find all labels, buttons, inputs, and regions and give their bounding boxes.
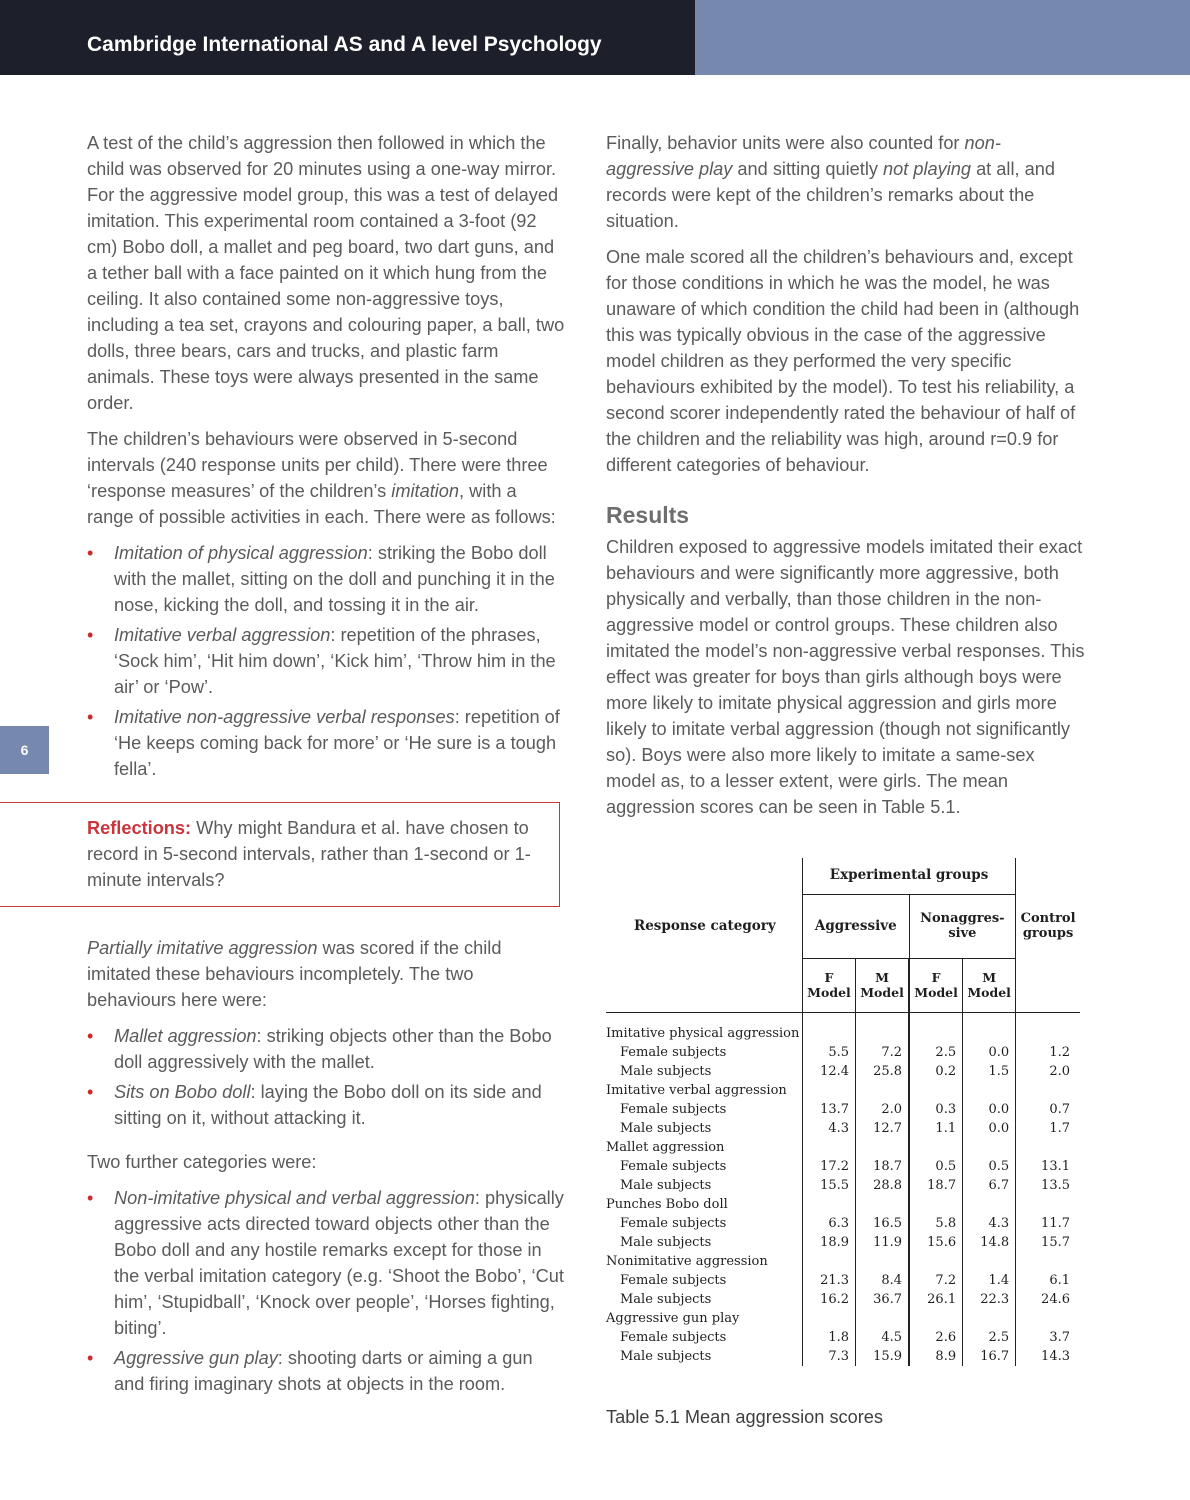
score-cell: 5.8 <box>909 1214 963 1233</box>
term: Sits on Bobo doll <box>114 1082 251 1102</box>
score-cell: 4.5 <box>856 1328 910 1347</box>
table-row <box>606 1214 1080 1233</box>
table-row <box>606 1100 1080 1119</box>
table-row <box>606 1157 1080 1176</box>
table-row <box>606 1119 1080 1138</box>
bullet-icon: • <box>87 625 94 645</box>
score-cell: 18.9 <box>802 1233 855 1252</box>
reflection-text <box>87 815 557 893</box>
category-label: Nonimitative aggression <box>606 1254 768 1269</box>
score-cell: 2.6 <box>909 1328 963 1347</box>
table-row-category <box>606 1138 1080 1157</box>
score-cell: 21.3 <box>802 1271 855 1290</box>
term: Non-imitative physical and verbal aggression <box>114 1188 475 1208</box>
term: Aggressive gun play <box>114 1348 278 1368</box>
category-label: Mallet aggression <box>606 1140 725 1155</box>
text: : shooting darts or aiming a gun and firing imaginary shots at objects in the room. <box>114 1348 533 1394</box>
score-cell: 1.7 <box>1016 1119 1080 1138</box>
text: Why might Bandura et al. have chosen to record in 5-second intervals, rather than 1-second or 1-minute intervals? <box>87 818 531 890</box>
text: at all, and records were kept of the children’s remarks about the situation. <box>606 159 1055 231</box>
score-cell: 3.7 <box>1016 1328 1080 1347</box>
table-spacer <box>606 958 802 1012</box>
results-table <box>606 858 1084 1366</box>
score-cell: 8.4 <box>856 1271 910 1290</box>
score-cell: 7.2 <box>856 1043 910 1062</box>
text: and sitting quietly <box>732 159 884 179</box>
score-cell: 12.7 <box>856 1119 910 1138</box>
score-cell: 16.5 <box>856 1214 910 1233</box>
score-cell: 1.4 <box>963 1271 1016 1290</box>
paragraph: One male scored all the children’s behaviours and, except for those conditions in which he was the model, he was unaware of which condition the child had been in (although this was typically obvious in the case of the aggressive model children as they performed the very specific behaviours exhibited by the model). To test his reliability, a second scorer independently rated the behaviour of half of the children and the reliability was high, around r=0.9 for different categories of behaviour. <box>606 247 1080 475</box>
reflection-label: Reflections: <box>87 818 192 838</box>
category-label: Imitative physical aggression <box>606 1026 800 1041</box>
score-cell: 18.7 <box>856 1157 910 1176</box>
score-cell: 0.7 <box>1016 1100 1080 1119</box>
table-row <box>606 1176 1080 1195</box>
score-cell: 0.2 <box>909 1062 963 1081</box>
left-column <box>87 130 565 794</box>
list-item <box>87 704 565 782</box>
col-nonaggressive-header: Nonaggres-sive <box>909 894 1016 958</box>
score-cell: 22.3 <box>963 1290 1016 1309</box>
score-cell: 14.3 <box>1016 1347 1080 1366</box>
text: was scored if the child imitated these behaviours incompletely. The two behaviours here were: <box>87 938 502 1010</box>
paragraph <box>87 426 565 530</box>
bullet-list <box>87 1023 565 1131</box>
score-cell: 17.2 <box>802 1157 855 1176</box>
col-f-model: F Model <box>909 958 963 1012</box>
col-m-model: M Model <box>963 958 1016 1012</box>
subject-label: Male subjects <box>620 1178 712 1193</box>
emphasis: Partially imitative aggression <box>87 938 318 958</box>
score-cell: 2.0 <box>1016 1062 1080 1081</box>
subject-label: Female subjects <box>620 1273 727 1288</box>
list-item <box>87 1185 565 1341</box>
bullet-list <box>87 540 565 782</box>
score-cell: 28.8 <box>856 1176 910 1195</box>
category-label: Punches Bobo doll <box>606 1197 728 1212</box>
score-cell: 16.7 <box>963 1347 1016 1366</box>
term: Imitation of physical aggression <box>114 543 368 563</box>
table-row-category <box>606 1309 1080 1328</box>
score-cell: 13.7 <box>802 1100 855 1119</box>
score-cell: 11.7 <box>1016 1214 1080 1233</box>
subject-label: Female subjects <box>620 1159 727 1174</box>
table-spacer <box>1016 958 1080 1012</box>
table-spacer <box>1016 858 1080 894</box>
scores-table <box>606 858 1080 1366</box>
subject-label: Female subjects <box>620 1216 727 1231</box>
score-cell: 4.3 <box>963 1214 1016 1233</box>
score-cell: 18.7 <box>909 1176 963 1195</box>
paragraph: Children exposed to aggressive models imitated their exact behaviours and were significantly more aggressive, both physically and verbally, than those children in the non-aggressive model or control groups. These children also imitated the model’s non-aggressive verbal responses. This effect was greater for boys than girls although boys were more likely to imitate physical aggression and girls more likely to imitate verbal aggression (though not significantly so). Boys were also more likely to imitate a same-sex model as, to a lesser extent, were girls. The mean aggression scores can be seen in Table 5.1. <box>606 537 1085 817</box>
bullet-icon: • <box>87 1348 94 1368</box>
score-cell: 2.5 <box>963 1328 1016 1347</box>
bullet-icon: • <box>87 707 94 727</box>
list-item <box>87 540 565 618</box>
score-cell: 11.9 <box>856 1233 910 1252</box>
text: : repetition of the phrases, ‘Sock him’, ‘Hit him down’, ‘Kick him’, ‘Throw him in the air’ or ‘Pow’. <box>114 625 556 697</box>
text: Finally, behavior units were also counted for <box>606 133 965 153</box>
subject-label: Male subjects <box>620 1235 712 1250</box>
subject-label: Female subjects <box>620 1102 727 1117</box>
book-title: Cambridge International AS and A level Psychology <box>87 33 602 56</box>
text: : physically aggressive acts directed toward objects other than the Bobo doll and any hostile remarks except for those in the verbal imitation category (e.g. ‘Shoot the Bobo’, ‘Cut him’, ‘Stupidball’, ‘Knock over people’, ‘Horses fighting, biting’. <box>114 1188 564 1338</box>
score-cell: 7.2 <box>909 1271 963 1290</box>
score-cell: 0.0 <box>963 1043 1016 1062</box>
table-row <box>606 1062 1080 1081</box>
col-category-header: Response category <box>634 917 776 934</box>
text: The children’s behaviours were observed in 5-second intervals (240 response units per child). There were three ‘response measures’ of the children’s <box>87 429 548 501</box>
bullet-icon: • <box>87 1082 94 1102</box>
score-cell: 24.6 <box>1016 1290 1080 1309</box>
col-control-header: Control groups <box>1016 894 1080 958</box>
results-heading: Results <box>606 502 690 528</box>
table-row <box>606 1347 1080 1366</box>
list-item <box>87 622 565 700</box>
header-accent-block <box>695 0 1190 75</box>
score-cell: 6.3 <box>802 1214 855 1233</box>
page-number: 6 <box>20 742 29 758</box>
bullet-icon: • <box>87 1026 94 1046</box>
subject-label: Male subjects <box>620 1349 712 1364</box>
paragraph: Two further categories were: <box>87 1152 317 1172</box>
text: : repetition of ‘He keeps coming back for more’ or ‘He sure is a tough fella’. <box>114 707 560 779</box>
score-cell: 13.1 <box>1016 1157 1080 1176</box>
emphasis: non-aggressive play <box>606 133 1001 179</box>
subject-label: Female subjects <box>620 1045 727 1060</box>
subject-label: Male subjects <box>620 1064 712 1079</box>
emphasis: imitation <box>391 481 460 501</box>
table-row <box>606 1290 1080 1309</box>
score-cell: 0.5 <box>963 1157 1016 1176</box>
score-cell: 6.7 <box>963 1176 1016 1195</box>
group-header: Experimental groups <box>802 858 1015 894</box>
score-cell: 13.5 <box>1016 1176 1080 1195</box>
bullet-list <box>87 1185 565 1397</box>
paragraph <box>606 130 1086 234</box>
score-cell: 7.3 <box>802 1347 855 1366</box>
score-cell: 1.2 <box>1016 1043 1080 1062</box>
subject-label: Male subjects <box>620 1292 712 1307</box>
table-caption: Table 5.1 Mean aggression scores <box>606 1407 884 1427</box>
score-cell: 12.4 <box>802 1062 855 1081</box>
paragraph <box>87 935 565 1013</box>
table-corner <box>606 858 802 894</box>
term: Mallet aggression <box>114 1026 257 1046</box>
col-m-model: M Model <box>856 958 910 1012</box>
table-row-category <box>606 1195 1080 1214</box>
table-row-category <box>606 1024 1080 1043</box>
term: Imitative non-aggressive verbal responses <box>114 707 455 727</box>
table-row <box>606 1012 1080 1024</box>
emphasis: not playing <box>883 159 972 179</box>
score-cell: 8.9 <box>909 1347 963 1366</box>
text: , with a range of possible activities in each. There were as follows: <box>87 481 556 527</box>
table-row <box>606 1271 1080 1290</box>
score-cell: 0.5 <box>909 1157 963 1176</box>
category-label: Aggressive gun play <box>606 1311 740 1326</box>
score-cell: 2.5 <box>909 1043 963 1062</box>
list-item <box>87 1345 565 1397</box>
subject-label: Female subjects <box>620 1330 727 1345</box>
score-cell: 0.0 <box>963 1119 1016 1138</box>
text: : striking the Bobo doll with the mallet, sitting on the doll and punching it in the nose, kicking the doll, and tossing it in the air. <box>114 543 555 615</box>
right-column <box>606 130 1086 830</box>
bullet-icon: • <box>87 1188 94 1208</box>
score-cell: 1.1 <box>909 1119 963 1138</box>
score-cell: 4.3 <box>802 1119 855 1138</box>
bullet-icon: • <box>87 543 94 563</box>
score-cell: 36.7 <box>856 1290 910 1309</box>
score-cell: 0.3 <box>909 1100 963 1119</box>
subject-label: Male subjects <box>620 1121 712 1136</box>
list-item <box>87 1023 565 1075</box>
score-cell: 1.5 <box>963 1062 1016 1081</box>
score-cell: 1.8 <box>802 1328 855 1347</box>
score-cell: 15.6 <box>909 1233 963 1252</box>
table-row-category <box>606 1081 1080 1100</box>
score-cell: 15.7 <box>1016 1233 1080 1252</box>
score-cell: 6.1 <box>1016 1271 1080 1290</box>
score-cell: 5.5 <box>802 1043 855 1062</box>
table-row <box>606 1233 1080 1252</box>
score-cell: 0.0 <box>963 1100 1016 1119</box>
score-cell: 14.8 <box>963 1233 1016 1252</box>
paragraph: A test of the child’s aggression then followed in which the child was observed for 20 minutes using a one-way mirror. For the aggressive model group, this was a test of delayed imitation. This experimental room contained a 3-foot (92 cm) Bobo doll, a mallet and peg board, two dart guns, and a tether ball with a face painted on it which hung from the ceiling. It also contained some non-aggressive toys, including a tea set, crayons and colouring paper, a ball, two dolls, three bears, cars and trucks, and plastic farm animals. These toys were always presented in the same order. <box>87 133 565 413</box>
category-label: Imitative verbal aggression <box>606 1083 787 1098</box>
score-cell: 16.2 <box>802 1290 855 1309</box>
score-cell: 15.5 <box>802 1176 855 1195</box>
score-cell: 25.8 <box>856 1062 910 1081</box>
table-body <box>606 1012 1080 1366</box>
text: : striking objects other than the Bobo doll aggressively with the mallet. <box>114 1026 552 1072</box>
page-number-tab <box>0 726 49 774</box>
left-column-continued <box>87 935 565 1409</box>
score-cell: 15.9 <box>856 1347 910 1366</box>
col-f-model: F Model <box>802 958 855 1012</box>
term: Imitative verbal aggression <box>114 625 331 645</box>
col-aggressive-header: Aggressive <box>802 894 909 958</box>
table-row-category <box>606 1252 1080 1271</box>
table-row <box>606 1043 1080 1062</box>
list-item <box>87 1079 565 1131</box>
table-row <box>606 1328 1080 1347</box>
score-cell: 2.0 <box>856 1100 910 1119</box>
text: : laying the Bobo doll on its side and sitting on it, without attacking it. <box>114 1082 542 1128</box>
score-cell: 26.1 <box>909 1290 963 1309</box>
